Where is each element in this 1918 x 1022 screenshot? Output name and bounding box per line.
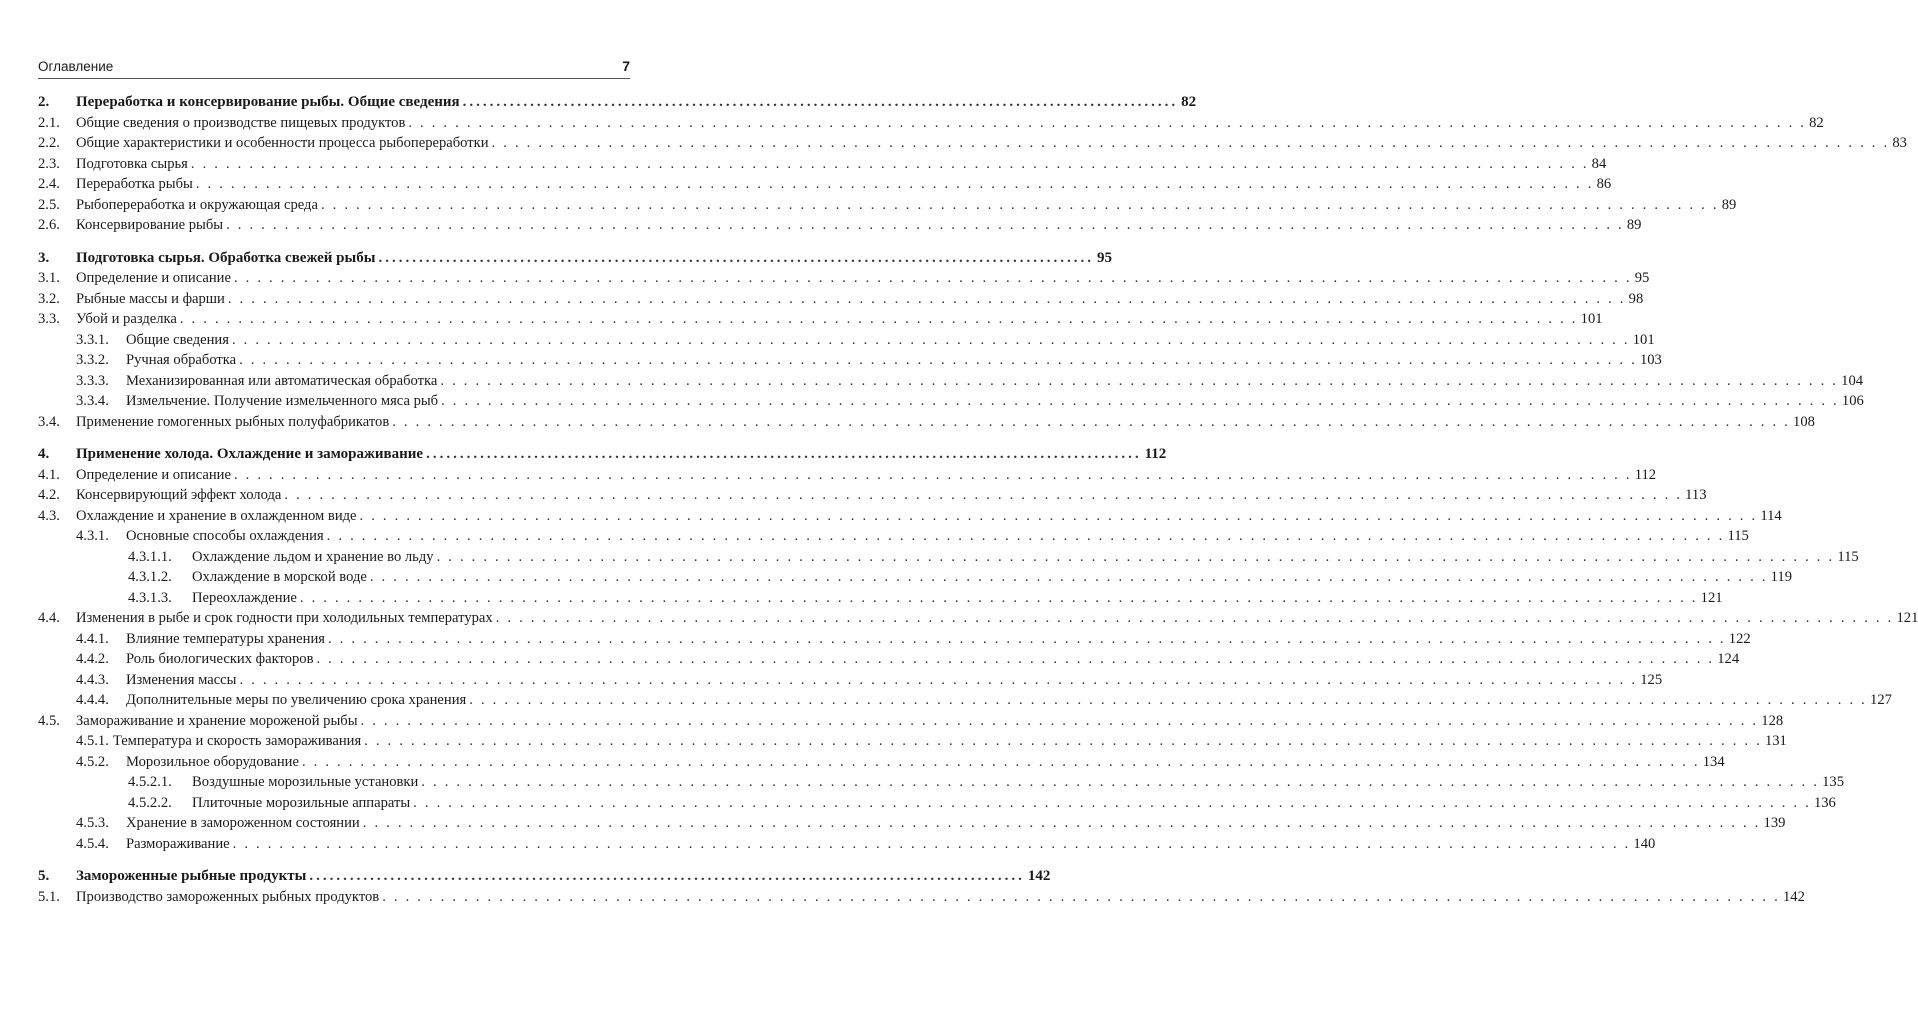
toc-entry-page: 106	[1841, 393, 1864, 409]
toc-entry[interactable]	[38, 485, 1707, 506]
dot-leader	[364, 731, 1762, 752]
toc-entry-title: Переработка и консервирование рыбы. Общие сведения	[76, 94, 460, 110]
toc-entry[interactable]	[38, 547, 1859, 568]
toc-entry[interactable]	[38, 465, 1657, 486]
toc-entry-number: 3.3.2.	[76, 352, 109, 368]
page-number: 7	[622, 58, 630, 74]
toc-entry-page: 142	[1782, 888, 1805, 905]
dot-leader	[370, 567, 1768, 588]
toc-entry-number: 2.4.	[38, 176, 60, 192]
toc-entry-title: Механизированная или автоматическая обработка	[126, 372, 438, 389]
toc-entry[interactable]	[38, 309, 1603, 330]
toc-entry[interactable]	[38, 731, 1787, 752]
toc-entry-page: 125	[1640, 671, 1663, 688]
toc-entry-page: 98	[1628, 290, 1644, 307]
dot-leader	[321, 195, 1719, 216]
toc-entry-page: 135	[1822, 774, 1844, 790]
dot-leader	[239, 670, 1637, 691]
toc-entry[interactable]	[38, 289, 1644, 310]
toc-entry-number: 3.3.1.	[76, 331, 109, 348]
toc-chapter-entry[interactable]	[38, 444, 1167, 465]
dot-leader	[228, 289, 1626, 310]
toc-entry-title: Рыбопереработка и окружающая среда	[76, 196, 318, 213]
toc-entry-title: Общие сведения	[126, 331, 229, 348]
toc-entry-page: 128	[1761, 712, 1784, 729]
toc-entry-page: 115	[1727, 528, 1749, 544]
toc-entry-number: 4.4.2.	[76, 651, 109, 667]
toc-entry-page: 121	[1700, 589, 1723, 606]
dot-leader	[180, 309, 1578, 330]
toc-entry-title: Охлаждение льдом и хранение во льду	[192, 548, 434, 565]
toc-entry-number: 4.	[38, 446, 50, 462]
toc-chapter-entry[interactable]	[38, 866, 1051, 887]
dot-leader	[496, 608, 1894, 629]
toc-entry[interactable]	[38, 772, 1844, 793]
dot-leader	[196, 174, 1594, 195]
toc-entry-title: Применение гомогенных рыбных полуфабрикатов	[76, 413, 390, 430]
toc-entry-number: 3.2.	[38, 290, 60, 307]
toc-entry-title: Роль биологических факторов	[126, 651, 314, 667]
toc-entry-page: 101	[1580, 311, 1603, 327]
dot-leader	[360, 506, 1758, 527]
toc-entry-title: Температура и скорость замораживания	[112, 733, 362, 749]
toc-entry-number: 2.	[38, 94, 50, 110]
toc-entry[interactable]	[38, 268, 1650, 289]
toc-entry-number: 3.1.	[38, 270, 60, 286]
toc-entry-title: Подготовка сырья	[76, 155, 188, 172]
toc-entry-title: Охлаждение в морской воде	[192, 569, 367, 585]
toc-entry-number: 4.5.	[38, 712, 60, 729]
toc-entry-number: 4.5.4.	[76, 835, 109, 852]
toc-entry-title: Плиточные морозильные аппараты	[192, 794, 411, 811]
toc-entry-page: 122	[1728, 630, 1751, 647]
toc-entry-title: Переработка рыбы	[76, 176, 193, 192]
dot-leader	[463, 92, 1179, 113]
toc-entry-title: Измельчение. Получение измельченного мяса рыб	[126, 393, 439, 409]
dot-leader	[302, 752, 1700, 773]
toc-entry-number: 2.6.	[38, 217, 60, 233]
dot-leader	[361, 711, 1759, 732]
toc-entry-page: 108	[1793, 413, 1815, 430]
toc-entry-title: Определение и описание	[76, 270, 231, 286]
dot-leader	[413, 793, 1811, 814]
dot-leader	[309, 866, 1025, 887]
dot-leader	[426, 444, 1142, 465]
toc-entry-number: 3.3.3.	[76, 372, 109, 389]
dot-leader	[441, 391, 1839, 412]
toc-entry[interactable]	[38, 154, 1607, 175]
dot-leader	[234, 268, 1632, 289]
toc-entry-title: Подготовка сырья. Обработка свежей рыбы	[76, 249, 376, 266]
toc-entry-number: 4.4.4.	[76, 692, 109, 708]
toc-entry-title: Морозильное оборудование	[126, 753, 299, 770]
toc-entry-title: Изменения массы	[126, 671, 237, 688]
toc-entry-number: 4.3.1.1.	[128, 548, 172, 565]
toc-entry[interactable]	[38, 526, 1749, 547]
toc-entry-page: 101	[1632, 331, 1655, 348]
toc-entry-title: Консервирующий эффект холода	[76, 487, 282, 503]
toc-entry-number: 4.4.1.	[76, 630, 109, 647]
toc-entry-title: Общие характеристики и особенности процесса рыбопереработки	[76, 135, 489, 151]
toc-entry[interactable]	[38, 588, 1723, 609]
toc-entry-number: 4.3.1.3.	[128, 589, 172, 606]
toc-entry-number: 5.	[38, 868, 50, 884]
dot-leader	[284, 485, 1682, 506]
toc-entry-number: 4.3.1.	[76, 528, 109, 544]
toc-entry-page: 115	[1837, 548, 1859, 565]
dot-leader	[378, 248, 1094, 269]
toc-entry[interactable]	[38, 330, 1655, 351]
toc-entry-page: 142	[1027, 868, 1051, 884]
toc-entry-number: 3.	[38, 249, 50, 266]
toc-entry-number: 2.2.	[38, 135, 60, 151]
toc-chapter-entry[interactable]	[38, 248, 1112, 269]
toc-entry-title: Замораживание и хранение мороженой рыбы	[76, 712, 358, 729]
toc-entry-number: 2.1.	[38, 114, 60, 131]
toc-entry-page: 82	[1181, 94, 1197, 110]
dot-leader	[392, 412, 1790, 433]
toc-entry-title: Основные способы охлаждения	[126, 528, 324, 544]
toc-entry-page: 113	[1685, 487, 1707, 503]
toc-entry-page: 139	[1763, 815, 1786, 831]
toc-entry[interactable]	[38, 133, 1907, 154]
toc-entry-number: 3.4.	[38, 413, 60, 430]
toc-entry-title: Охлаждение и хранение в охлажденном виде	[76, 507, 357, 524]
toc-entry-number: 4.4.3.	[76, 671, 109, 688]
toc-entry[interactable]	[38, 629, 1751, 650]
toc-entry-title: Консервирование рыбы	[76, 217, 224, 233]
dot-leader	[300, 588, 1698, 609]
toc-entry-page: 131	[1764, 733, 1787, 749]
toc-entry[interactable]	[38, 215, 1642, 236]
toc-entry[interactable]	[38, 113, 1824, 134]
toc-entry-number: 4.3.1.2.	[128, 569, 172, 585]
toc-entry-title: Хранение в замороженном состоянии	[126, 815, 360, 831]
toc-chapter-entry[interactable]	[38, 92, 1197, 113]
toc-entry-title: Замороженные рыбные продукты	[76, 868, 307, 884]
dot-leader	[316, 649, 1714, 670]
dot-leader	[327, 526, 1725, 547]
toc-entry[interactable]	[38, 649, 1740, 670]
dot-leader	[191, 154, 1589, 175]
toc-entry-page: 84	[1591, 155, 1607, 172]
toc-entry-page: 89	[1721, 196, 1737, 213]
dot-leader	[408, 113, 1806, 134]
toc-entry-number: 4.1.	[38, 466, 60, 483]
dot-leader	[239, 350, 1637, 371]
toc-entry-page: 121	[1896, 610, 1918, 626]
toc-entry[interactable]	[38, 506, 1782, 527]
toc-entry[interactable]	[38, 567, 1792, 588]
dot-leader	[469, 690, 1867, 711]
toc-entry[interactable]	[38, 174, 1612, 195]
dot-leader	[382, 887, 1780, 908]
toc-entry-number: 4.5.3.	[76, 815, 109, 831]
dot-leader	[440, 371, 1838, 392]
dot-leader	[328, 629, 1726, 650]
toc-entry-page: 83	[1892, 135, 1907, 151]
toc-entry-page: 103	[1639, 352, 1662, 368]
toc-entry-number: 4.5.1.	[76, 733, 109, 749]
toc-entry[interactable]	[38, 813, 1786, 834]
toc-entry[interactable]	[38, 412, 1815, 433]
dot-leader	[437, 547, 1835, 568]
toc-entry[interactable]	[38, 690, 1892, 711]
dot-leader	[232, 330, 1630, 351]
toc-entry-title: Убой и разделка	[76, 311, 177, 327]
toc-entry-number: 3.3.4.	[76, 393, 109, 409]
toc-entry-title: Дополнительные меры по увеличению срока хранения	[126, 692, 467, 708]
toc-entry-number: 4.2.	[38, 487, 60, 503]
toc-entry-title: Общие сведения о производстве пищевых продуктов	[76, 114, 406, 131]
toc-entry-number: 2.3.	[38, 155, 60, 172]
toc-entry-title: Производство замороженных рыбных продуктов	[76, 888, 380, 905]
toc-entry-number: 2.5.	[38, 196, 60, 213]
toc-entry[interactable]	[38, 371, 1864, 392]
page-header	[38, 56, 630, 79]
dot-leader	[363, 813, 1761, 834]
toc-entry-page: 95	[1634, 270, 1650, 286]
table-of-contents	[38, 92, 1918, 907]
toc-entry-title: Изменения в рыбе и срок годности при холодильных температурах	[76, 610, 493, 626]
dot-leader	[226, 215, 1624, 236]
toc-entry-number: 4.5.2.2.	[128, 794, 172, 811]
toc-entry-page: 89	[1626, 217, 1642, 233]
toc-entry[interactable]	[38, 350, 1662, 371]
toc-entry-page: 134	[1702, 753, 1725, 770]
toc-entry-number: 4.4.	[38, 610, 60, 626]
toc-entry-number: 4.3.	[38, 507, 60, 524]
toc-entry[interactable]	[38, 752, 1725, 773]
dot-leader	[421, 772, 1819, 793]
toc-entry-number: 4.5.2.	[76, 753, 109, 770]
dot-leader	[492, 133, 1890, 154]
toc-entry[interactable]	[38, 391, 1864, 412]
toc-entry-page: 119	[1770, 569, 1792, 585]
toc-entry-page: 112	[1634, 466, 1657, 483]
toc-entry-title: Переохлаждение	[192, 589, 297, 606]
toc-entry-title: Размораживание	[126, 835, 230, 852]
toc-entry-title: Определение и описание	[76, 466, 231, 483]
toc-entry-page: 112	[1144, 446, 1167, 462]
toc-entry-number: 5.1.	[38, 888, 60, 905]
toc-entry-page: 136	[1813, 794, 1836, 811]
toc-entry[interactable]	[38, 711, 1784, 732]
toc-entry-page: 104	[1841, 372, 1864, 389]
dot-leader	[233, 834, 1631, 855]
toc-entry-title: Влияние температуры хранения	[126, 630, 325, 647]
toc-entry[interactable]	[38, 195, 1737, 216]
toc-entry-page: 86	[1596, 176, 1612, 192]
toc-entry[interactable]	[38, 670, 1663, 691]
running-title: Оглавление	[38, 59, 114, 74]
toc-entry-page: 140	[1633, 835, 1656, 852]
toc-entry-title: Рыбные массы и фарши	[76, 290, 225, 307]
toc-entry-page: 127	[1870, 692, 1892, 708]
toc-entry[interactable]	[38, 793, 1836, 814]
toc-entry[interactable]	[38, 887, 1805, 908]
toc-entry-number: 4.5.2.1.	[128, 774, 172, 790]
toc-entry[interactable]	[38, 834, 1656, 855]
toc-entry-page: 95	[1096, 249, 1112, 266]
toc-entry-page: 114	[1760, 507, 1782, 524]
dot-leader	[234, 465, 1632, 486]
toc-entry[interactable]	[38, 608, 1918, 629]
toc-entry-title: Применение холода. Охлаждение и замораживание	[76, 446, 424, 462]
toc-entry-title: Ручная обработка	[126, 352, 237, 368]
toc-entry-title: Воздушные морозильные установки	[192, 774, 419, 790]
toc-entry-page: 124	[1717, 651, 1740, 667]
toc-entry-page: 82	[1809, 114, 1824, 131]
toc-entry-number: 3.3.	[38, 311, 60, 327]
